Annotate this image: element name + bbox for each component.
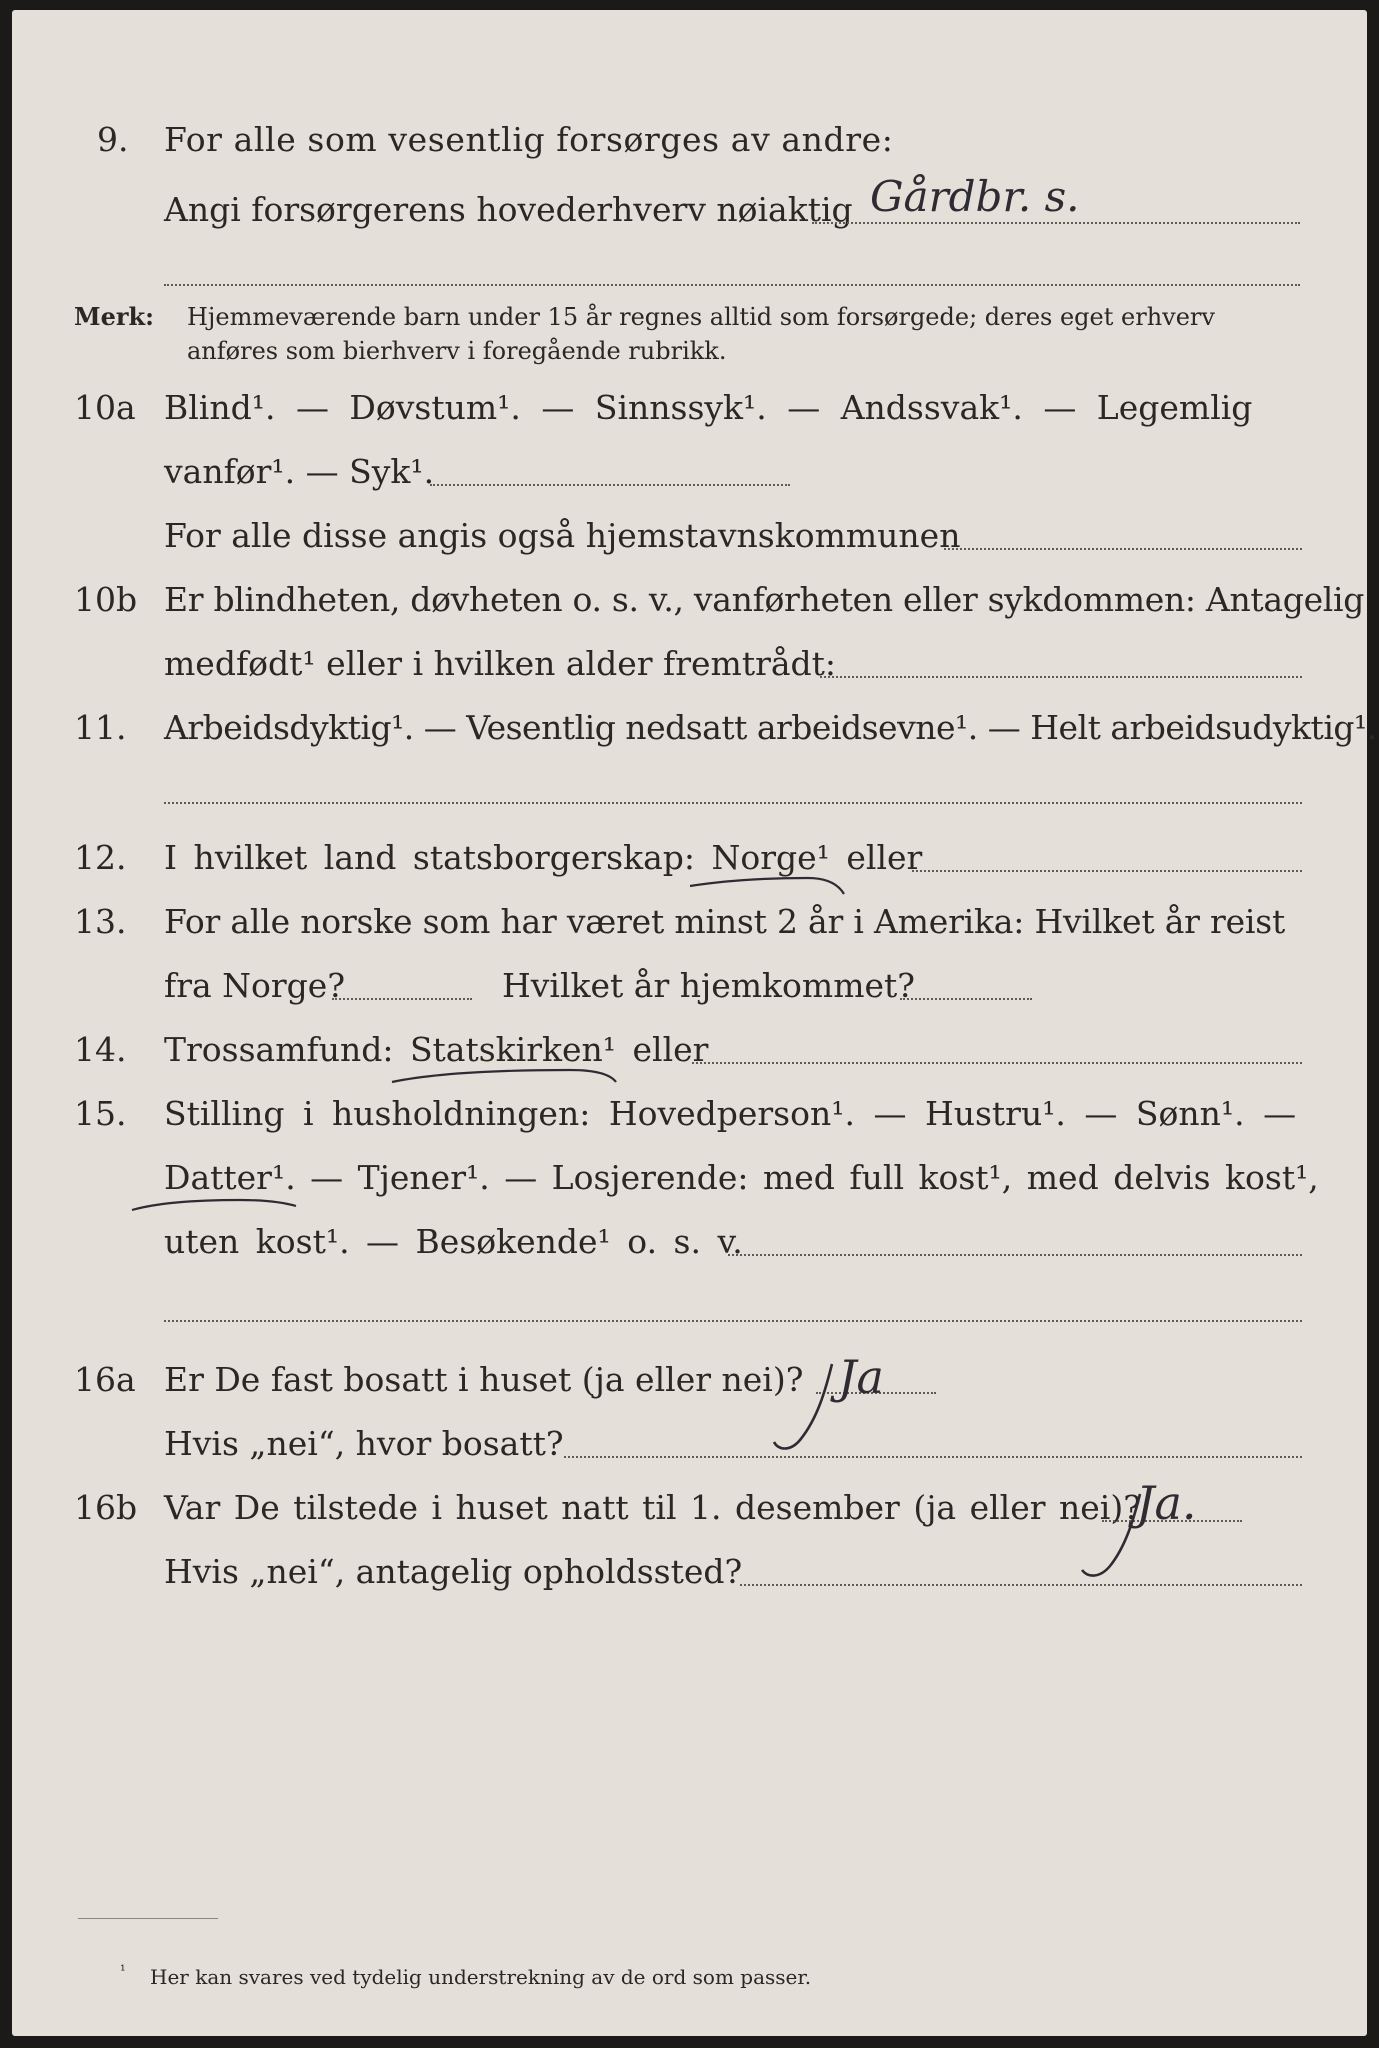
q10b-line2: medfødt¹ eller i hvilken alder fremtrådt: <box>164 644 837 683</box>
q13-number: 13. <box>74 902 127 941</box>
q13-dotted-line-1 <box>332 998 472 1000</box>
q15-dotted-line <box>728 1254 1302 1256</box>
q13-line2b: Hvilket år hjemkommet? <box>502 966 915 1005</box>
q16b-handwritten-answer: Ja. <box>1136 1476 1197 1530</box>
q9-line2: Angi forsørgerens hovederhverv nøiaktig <box>164 190 853 229</box>
q11-line1: Arbeidsdyktig¹. — Vesentlig nedsatt arbeidsevne¹. — Helt arbeidsudyktig¹. <box>164 708 1377 747</box>
q9-dotted-line <box>812 222 1300 224</box>
q12-number: 12. <box>74 838 127 877</box>
q16a-handwritten-stroke <box>770 1358 850 1458</box>
q14-statskirken-underline <box>390 1064 620 1088</box>
q16a-handwritten-answer: Ja <box>838 1350 884 1404</box>
q9-dotted-line-2 <box>164 284 1300 286</box>
merk-line1: Hjemmeværende barn under 15 år regnes alltid som forsørgede; deres eget erhverv <box>187 303 1215 331</box>
q16a-line1: Er De fast bosatt i huset (ja eller nei)? <box>164 1360 804 1399</box>
q10b-dotted-line <box>820 676 1302 678</box>
q9-handwritten-answer: Gårdbr. s. <box>870 172 1080 221</box>
q15-datter-underline <box>130 1194 300 1218</box>
q12-line1: I hvilket land statsborgerskap: Norge¹ eller <box>164 838 923 877</box>
q16a-number: 16a <box>74 1360 136 1399</box>
q15-dotted-line-2 <box>164 1320 1302 1322</box>
q10a-number: 10a <box>74 388 136 427</box>
census-form-page <box>12 10 1377 2036</box>
merk-label: Merk: <box>74 302 154 331</box>
q11-number: 11. <box>74 708 127 747</box>
q13-line1: For alle norske som har været minst 2 år i Amerika: Hvilket år reist <box>164 902 1286 941</box>
q16b-dotted-line-2 <box>740 1584 1302 1586</box>
q13-dotted-line-2 <box>900 998 1032 1000</box>
q16b-line1: Var De tilstede i huset natt til 1. desember (ja eller nei)? <box>164 1488 1141 1527</box>
q12-norge-underline <box>688 872 848 896</box>
footnote-marker: ¹ <box>120 1963 126 1979</box>
q10a-line1: Blind¹. — Døvstum¹. — Sinnssyk¹. — Andssvak¹. — Legemlig <box>164 388 1253 427</box>
q16a-dotted-line-2 <box>564 1456 1302 1458</box>
q10b-number: 10b <box>74 580 138 619</box>
q15-number: 15. <box>74 1094 127 1133</box>
q14-line1: Trossamfund: Statskirken¹ eller <box>164 1030 709 1069</box>
q15-line1: Stilling i husholdningen: Hovedperson¹. — Hustru¹. — Sønn¹. — <box>164 1094 1297 1133</box>
q9-line1: For alle som vesentlig forsørges av andre: <box>164 120 894 159</box>
q11-dotted-line <box>164 802 1302 804</box>
q9-number: 9. <box>97 120 129 159</box>
q15-line3: uten kost¹. — Besøkende¹ o. s. v. <box>164 1222 743 1261</box>
q15-line2: Datter¹. — Tjener¹. — Losjerende: med full kost¹, med delvis kost¹, <box>164 1158 1319 1197</box>
q10a-line3: For alle disse angis også hjemstavnskommunen <box>164 516 961 555</box>
footnote-rule <box>78 1918 218 1919</box>
q16a-line2: Hvis „nei“, hvor bosatt? <box>164 1424 564 1463</box>
merk-line2: anføres som bierhverv i foregående rubrikk. <box>187 337 727 365</box>
q14-number: 14. <box>74 1030 127 1069</box>
q10a-dotted-line <box>430 484 790 486</box>
q16b-number: 16b <box>74 1488 138 1527</box>
q10a-line2: vanfør¹. — Syk¹. <box>164 452 435 491</box>
q16b-line2: Hvis „nei“, antagelig opholdssted? <box>164 1552 743 1591</box>
q10a-dotted-line-2 <box>944 548 1302 550</box>
q10b-line1: Er blindheten, døvheten o. s. v., vanførheten eller sykdommen: Antagelig <box>164 580 1365 619</box>
q12-dotted-line <box>912 870 1302 872</box>
q14-dotted-line <box>692 1062 1302 1064</box>
q16b-handwritten-stroke <box>1076 1488 1156 1588</box>
q13-line2a: fra Norge? <box>164 966 346 1005</box>
footnote-text: Her kan svares ved tydelig understrekning av de ord som passer. <box>150 1965 812 1989</box>
